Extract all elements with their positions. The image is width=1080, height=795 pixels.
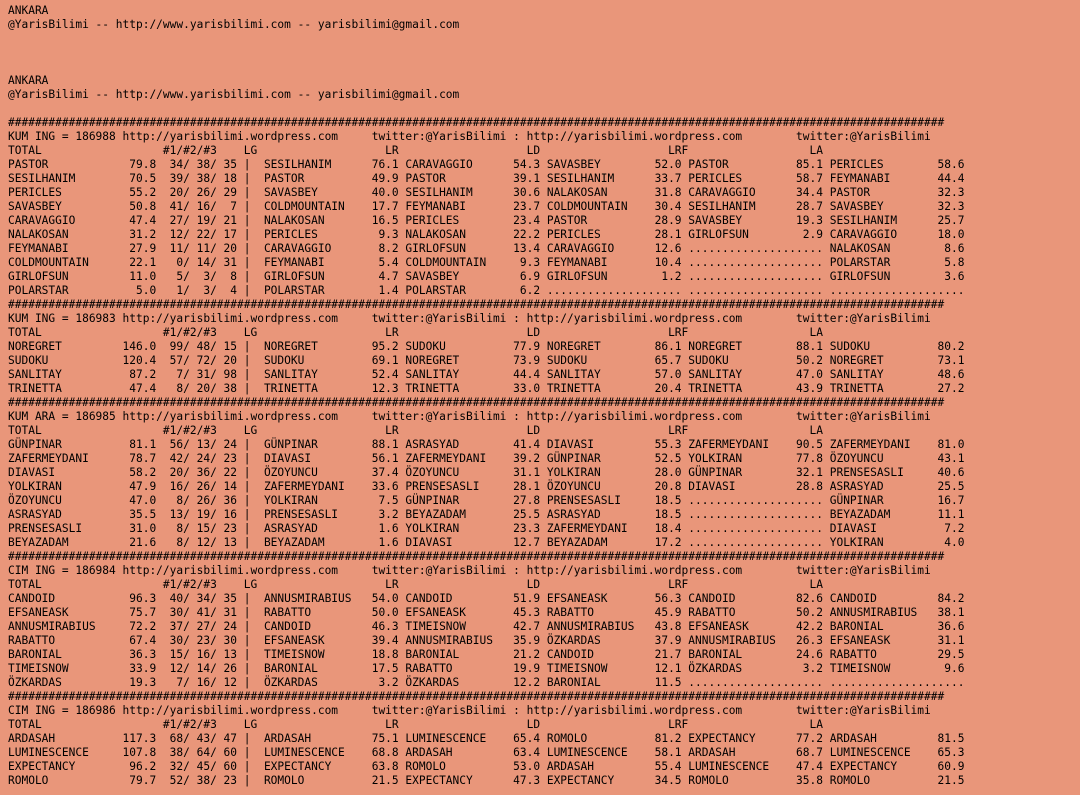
text-line: CARAVAGGIO 47.4 27/ 19/ 21 | NALAKOSAN 16.5 PERICLES 23.4 PASTOR 28.9 SAVASBEY 19.3 SESILHANIM 25.7 [8,214,965,227]
text-line: KUM ARA = 186985 http://yarisbilimi.wordpress.com twitter:@YarisBilimi : http://yarisbilimi.wordpress.com twitter:@YarisBilimi [8,410,931,423]
text-line [8,102,1080,116]
text-line: TOTAL #1/#2/#3 LG LR LD LRF LA [8,326,823,339]
text-line: GIRLOFSUN 11.0 5/ 3/ 8 | GIRLOFSUN 4.7 SAVASBEY 6.9 GIRLOFSUN 1.2 .................... GIRLOFSUN 3.6 [8,270,965,283]
text-line: ZAFERMEYDANI 78.7 42/ 24/ 23 | DIAVASI 56.1 ZAFERMEYDANI 39.2 GÜNPINAR 52.5 YOLKIRAN 77.8 ÖZOYUNCU 43.1 [8,452,965,465]
text-line: CANDOID 96.3 40/ 34/ 35 | ANNUSMIRABIUS 54.0 CANDOID 51.9 EFSANEASK 56.3 CANDOID 82.6 CANDOID 84.2 [8,592,965,605]
text-line: PASTOR 79.8 34/ 38/ 35 | SESILHANIM 76.1 CARAVAGGIO 54.3 SAVASBEY 52.0 PASTOR 85.1 PERICLES 58.6 [8,158,965,171]
text-line: TOTAL #1/#2/#3 LG LR LD LRF LA [8,144,823,157]
text-line: BARONIAL 36.3 15/ 16/ 13 | TIMEISNOW 18.8 BARONIAL 21.2 CANDOID 21.7 BARONIAL 24.6 RABATTO 29.5 [8,648,965,661]
text-line: ########################################################################################################################################### [8,550,945,563]
text-line: TOTAL #1/#2/#3 LG LR LD LRF LA [8,718,823,731]
text-line: GÜNPINAR 81.1 56/ 13/ 24 | GÜNPINAR 88.1 ASRASYAD 41.4 DIAVASI 55.3 ZAFERMEYDANI 90.5 ZAFERMEYDANI 81.0 [8,438,965,451]
text-line: ########################################################################################################################################### [8,396,945,409]
text-line: ########################################################################################################################################### [8,690,945,703]
text-line: ASRASYAD 35.5 13/ 19/ 16 | PRENSESASLI 3.2 BEYAZADAM 25.5 ASRASYAD 18.5 .................... BEYAZADAM 11.1 [8,508,965,521]
text-line: ANKARA [8,4,49,17]
text-line [8,32,1080,46]
text-line: EFSANEASK 75.7 30/ 41/ 31 | RABATTO 50.0 EFSANEASK 45.3 RABATTO 45.9 RABATTO 50.2 ANNUSMIRABIUS 38.1 [8,606,965,619]
text-line: TRINETTA 47.4 8/ 20/ 38 | TRINETTA 12.3 TRINETTA 33.0 TRINETTA 20.4 TRINETTA 43.9 TRINETTA 27.2 [8,382,965,395]
text-line: LUMINESCENCE 107.8 38/ 64/ 60 | LUMINESCENCE 68.8 ARDASAH 63.4 LUMINESCENCE 58.1 ARDASAH 68.7 LUMINESCENCE 65.3 [8,746,965,759]
text-line: ########################################################################################################################################### [8,116,945,129]
text-line: POLARSTAR 5.0 1/ 3/ 4 | POLARSTAR 1.4 POLARSTAR 6.2 .................... .................... .................... [8,284,965,297]
text-line: SESILHANIM 70.5 39/ 38/ 18 | PASTOR 49.9 PASTOR 39.1 SESILHANIM 33.7 PERICLES 58.7 FEYMANABI 44.4 [8,172,965,185]
text-line: NALAKOSAN 31.2 12/ 22/ 17 | PERICLES 9.3 NALAKOSAN 22.2 PERICLES 28.1 GIRLOFSUN 2.9 CARAVAGGIO 18.0 [8,228,965,241]
text-line: ANKARA [8,74,49,87]
text-line: ARDASAH 117.3 68/ 43/ 47 | ARDASAH 75.1 LUMINESCENCE 65.4 ROMOLO 81.2 EXPECTANCY 77.2 ARDASAH 81.5 [8,732,965,745]
text-line: PRENSESASLI 31.0 8/ 15/ 23 | ASRASYAD 1.6 YOLKIRAN 23.3 ZAFERMEYDANI 18.4 .................... DIAVASI 7.2 [8,522,965,535]
text-line: TIMEISNOW 33.9 12/ 14/ 26 | BARONIAL 17.5 RABATTO 19.9 TIMEISNOW 12.1 ÖZKARDAS 3.2 TIMEISNOW 9.6 [8,662,965,675]
text-line: CIM ING = 186986 http://yarisbilimi.wordpress.com twitter:@YarisBilimi : http://yarisbilimi.wordpress.com twitter:@YarisBilimi [8,704,931,717]
text-line: ANNUSMIRABIUS 72.2 37/ 27/ 24 | CANDOID 46.3 TIMEISNOW 42.7 ANNUSMIRABIUS 43.8 EFSANEASK 42.2 BARONIAL 36.6 [8,620,965,633]
text-line: DIAVASI 58.2 20/ 36/ 22 | ÖZOYUNCU 37.4 ÖZOYUNCU 31.1 YOLKIRAN 28.0 GÜNPINAR 32.1 PRENSESASLI 40.6 [8,466,965,479]
text-line: @YarisBilimi -- http://www.yarisbilimi.com -- yarisbilimi@gmail.com [8,18,460,31]
text-line: KUM ING = 186988 http://yarisbilimi.wordpress.com twitter:@YarisBilimi : http://yarisbilimi.wordpress.com twitter:@YarisBilimi [8,130,931,143]
text-line: @YarisBilimi -- http://www.yarisbilimi.com -- yarisbilimi@gmail.com [8,88,460,101]
text-line: TOTAL #1/#2/#3 LG LR LD LRF LA [8,578,823,591]
text-line: RABATTO 67.4 30/ 23/ 30 | EFSANEASK 39.4 ANNUSMIRABIUS 35.9 ÖZKARDAS 37.9 ANNUSMIRABIUS 26.3 EFSANEASK 31.1 [8,634,965,647]
text-line: SAVASBEY 50.8 41/ 16/ 7 | COLDMOUNTAIN 17.7 FEYMANABI 23.7 COLDMOUNTAIN 30.4 SESILHANIM 28.7 SAVASBEY 32.3 [8,200,965,213]
text-line: ÖZOYUNCU 47.0 8/ 26/ 36 | YOLKIRAN 7.5 GÜNPINAR 27.8 PRENSESASLI 18.5 .................... GÜNPINAR 16.7 [8,494,965,507]
text-line: ÖZKARDAS 19.3 7/ 16/ 12 | ÖZKARDAS 3.2 ÖZKARDAS 12.2 BARONIAL 11.5 .................... .................... [8,676,965,689]
text-line: PERICLES 55.2 20/ 26/ 29 | SAVASBEY 40.0 SESILHANIM 30.6 NALAKOSAN 31.8 CARAVAGGIO 34.4 PASTOR 32.3 [8,186,965,199]
text-line [8,60,1080,74]
text-line: KUM ING = 186983 http://yarisbilimi.wordpress.com twitter:@YarisBilimi : http://yarisbilimi.wordpress.com twitter:@YarisBilimi [8,312,931,325]
text-line: TOTAL #1/#2/#3 LG LR LD LRF LA [8,424,823,437]
text-line: ########################################################################################################################################### [8,298,945,311]
text-line: SUDOKU 120.4 57/ 72/ 20 | SUDOKU 69.1 NOREGRET 73.9 SUDOKU 65.7 SUDOKU 50.2 NOREGRET 73.1 [8,354,965,367]
text-line: YOLKIRAN 47.9 16/ 26/ 14 | ZAFERMEYDANI 33.6 PRENSESASLI 28.1 ÖZOYUNCU 20.8 DIAVASI 28.8 ASRASYAD 25.5 [8,480,965,493]
text-line: COLDMOUNTAIN 22.1 0/ 14/ 31 | FEYMANABI 5.4 COLDMOUNTAIN 9.3 FEYMANABI 10.4 .................... POLARSTAR 5.8 [8,256,965,269]
text-line: EXPECTANCY 96.2 32/ 45/ 60 | EXPECTANCY 63.8 ROMOLO 53.0 ARDASAH 55.4 LUMINESCENCE 47.4 EXPECTANCY 60.9 [8,760,965,773]
text-line: ROMOLO 79.7 52/ 38/ 23 | ROMOLO 21.5 EXPECTANCY 47.3 EXPECTANCY 34.5 ROMOLO 35.8 ROMOLO 21.5 [8,774,965,787]
text-line: SANLITAY 87.2 7/ 31/ 98 | SANLITAY 52.4 SANLITAY 44.4 SANLITAY 57.0 SANLITAY 47.0 SANLITAY 48.6 [8,368,965,381]
text-line: BEYAZADAM 21.6 8/ 12/ 13 | BEYAZADAM 1.6 DIAVASI 12.7 BEYAZADAM 17.2 .................... YOLKIRAN 4.0 [8,536,965,549]
text-line: FEYMANABI 27.9 11/ 11/ 20 | CARAVAGGIO 8.2 GIRLOFSUN 13.4 CARAVAGGIO 12.6 .................... NALAKOSAN 8.6 [8,242,965,255]
text-line [8,46,1080,60]
text-line: CIM ING = 186984 http://yarisbilimi.wordpress.com twitter:@YarisBilimi : http://yarisbilimi.wordpress.com twitter:@YarisBilimi [8,564,931,577]
text-line: NOREGRET 146.0 99/ 48/ 15 | NOREGRET 95.2 SUDOKU 77.9 NOREGRET 86.1 NOREGRET 88.1 SUDOKU 80.2 [8,340,965,353]
